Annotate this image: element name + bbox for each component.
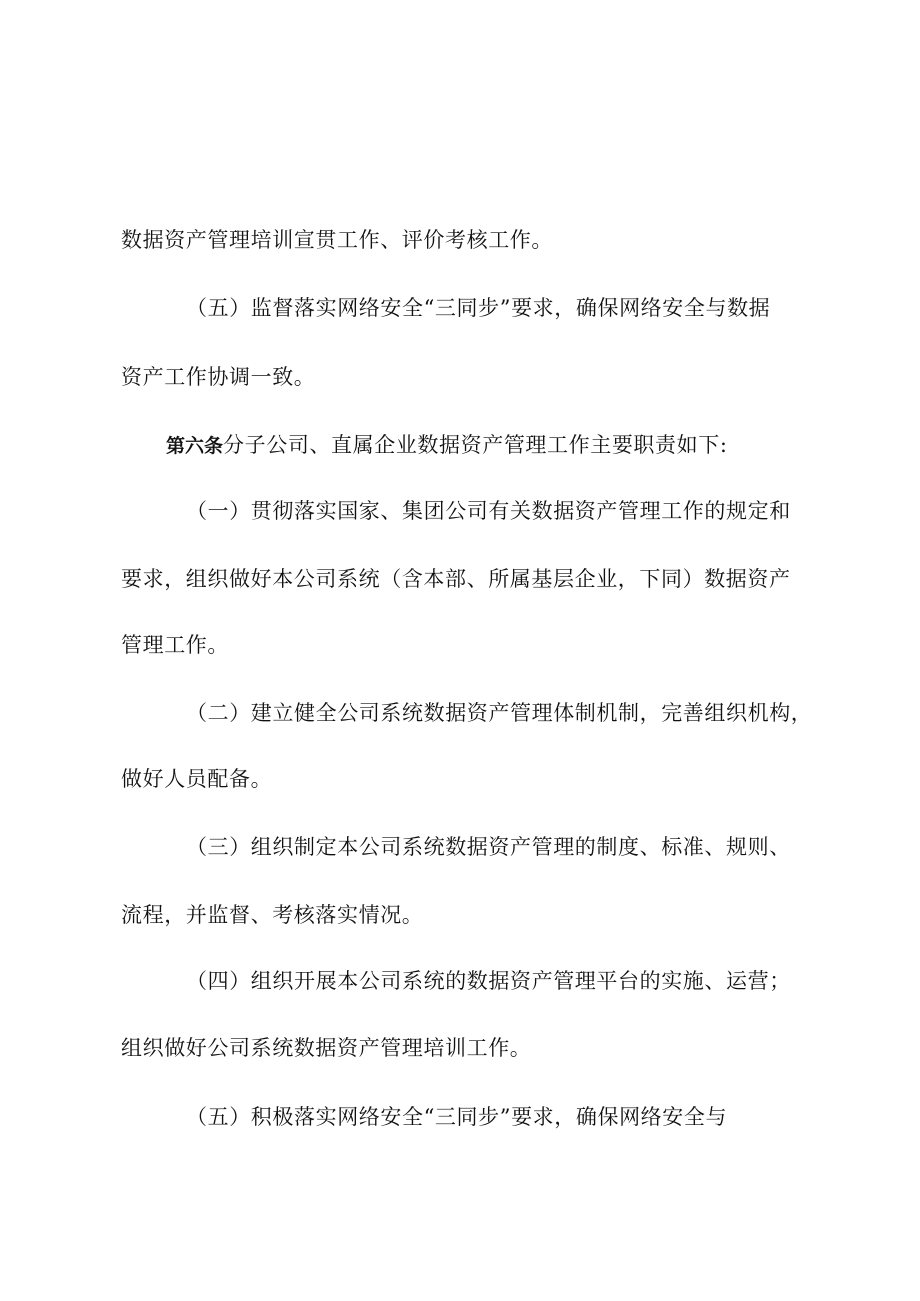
paragraph-line: （三）组织制定本公司系统数据资产管理的制度、标准、规则、 (186, 835, 791, 859)
article-six-heading (166, 431, 801, 460)
paragraph-line: 要求，组织做好本公司系统（含本部、所属基层企业，下同）数据资产 (121, 567, 791, 591)
paragraph-line: 流程，并监督、考核落实情况。 (121, 903, 424, 927)
paragraph-line: 数据资产管理培训宣贯工作、评价考核工作。 (121, 228, 553, 252)
paragraph-line: （一）贯彻落实国家、集团公司有关数据资产管理工作的规定和 (186, 499, 791, 523)
paragraph-line: （二）建立健全公司系统数据资产管理体制机制，完善组织机构， (186, 701, 813, 725)
paragraph-line: 组织做好公司系统数据资产管理培训工作。 (121, 1036, 532, 1060)
paragraph-line: （五）监督落实网络安全“三同步”要求，确保网络安全与数据 (186, 296, 771, 320)
paragraph-line: （四）组织开展本公司系统的数据资产管理平台的实施、运营； (186, 969, 791, 993)
paragraph-line: 管理工作。 (121, 633, 229, 657)
paragraph-line: 资产工作协调一致。 (121, 365, 316, 389)
paragraph-line: 做好人员配备。 (121, 767, 273, 791)
article-number: 第六条 (166, 435, 224, 457)
article-text: 分子公司、直属企业数据资产管理工作主要职责如下: (223, 433, 728, 457)
paragraph-line: （五）积极落实网络安全“三同步”要求，确保网络安全与 (186, 1105, 728, 1129)
